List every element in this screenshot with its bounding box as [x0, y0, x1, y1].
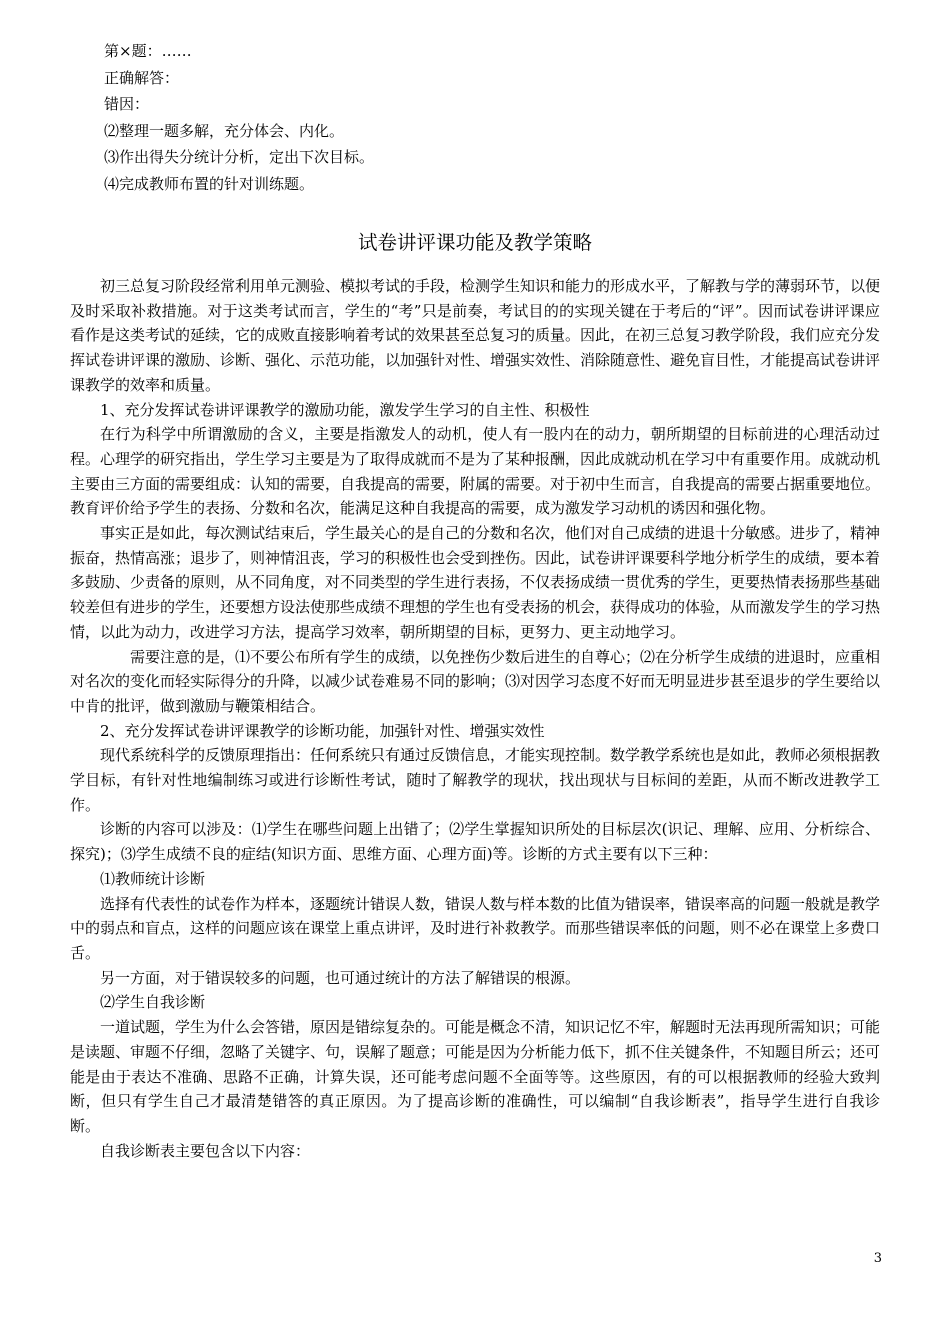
paragraph-motivation-theory: 在行为科学中所谓激励的含义，主要是指激发人的动机，使人有一股内在的动力，朝所期望的目标前进的心理活动过程。心理学的研究指出，学生学习主要是为了取得成就而不是为了某种报酬，因此成就动机在学习中有重要作用。成就动机主要由三方面的需要组成：认知的需要，自我提高的需要，附属的需要。对于初中生而言，自我提高的需要占据重要地位。教育评价给予学生的表扬、分数和名次，能满足这种自我提高的需要，成为激发学习动机的诱因和强化物。: [70, 425, 881, 518]
worksheet-items: [70, 38, 880, 197]
paragraph-intro: 初三总复习阶段经常利用单元测验、模拟考试的手段，检测学生知识和能力的形成水平，了解教与学的薄弱环节，以便及时采取补救措施。对于这类考试而言，学生的“考”只是前奏，考试目的的实现关键在于考后的“评”。因而试卷讲评课应看作是这类考试的延续，它的成败直接影响着考试的效果甚至总复习的质量。因此，在初三总复习教学阶段，我们应充分发挥试卷讲评课的激励、诊断、强化、示范功能，以加强针对性、增强实效性、消除随意性、避免盲目性，才能提高试卷讲评课教学的效率和质量。: [70, 277, 881, 394]
paragraph-motivation-notes: 需要注意的是，⑴不要公布所有学生的成绩，以免挫伤少数后进生的自尊心；⑵在分析学生成绩的进退时，应重相对名次的变化而轻实际得分的升降，以减少试卷难易不同的影响；⑶对因学习态度不好而无明显进步甚至退步的学生要给以中肯的批评，做到激励与鞭策相结合。: [70, 647, 881, 715]
paragraph-teacher-statistics: 选择有代表性的试卷作为样本，逐题统计错误人数，错误人数与样本数的比值为错误率，错误率高的问题一般就是教学中的弱点和盲点，这样的问题应该在课堂上重点讲评，及时进行补救教学。而那些错误率低的问题，则不必在课堂上多费口舌。: [70, 894, 881, 962]
section-heading-diagnosis: 2、充分发挥试卷讲评课教学的诊断功能，加强针对性、增强实效性: [100, 721, 545, 740]
worksheet-line-multi-solution: ⑵整理一题多解，充分体会、内化。: [104, 121, 345, 140]
paragraph-self-diagnosis-table: 自我诊断表主要包含以下内容：: [100, 1141, 311, 1160]
paragraph-self-diagnosis: 一道试题，学生为什么会答错，原因是错综复杂的。可能是概念不清，知识记忆不牢，解题时无法再现所需知识；可能是读题、审题不仔细，忽略了关键字、句，误解了题意；可能是因为分析能力低下，抓不住关键条件，不知题目所云；还可能是由于表达不准确、思路不正确，计算失误，还可能考虑问题不全面等等。这些原因，有的可以根据教师的经验大致判断，但只有学生自己才最清楚错答的真正原因。为了提高诊断的准确性，可以编制“自我诊断表”，指导学生进行自我诊断。: [70, 1018, 881, 1135]
paragraph-motivation-practice: 事实正是如此，每次测试结束后，学生最关心的是自己的分数和名次，他们对自己成绩的进退十分敏感。进步了，精神振奋，热情高涨；退步了，则神情沮丧，学习的积极性也会受到挫伤。因此，试卷讲评课要科学地分析学生的成绩，要本着多鼓励、少责备的原则，从不同角度，对不同类型的学生进行表扬，不仅表扬成绩一贯优秀的学生，更要热情表扬那些基础较差但有进步的学生，还要想方设法使那些成绩不理想的学生也有受表扬的机会，获得成功的体验，从而激发学生的学习热情，以此为动力，改进学习方法，提高学习效率，朝所期望的目标，更努力、更主动地学习。: [70, 524, 881, 641]
worksheet-line-statistics: ⑶作出得失分统计分析，定出下次目标。: [104, 148, 375, 166]
article-body: [70, 274, 880, 1163]
worksheet-line-answer: 正确解答：: [104, 68, 180, 87]
paragraph-feedback-principle: 现代系统科学的反馈原理指出：任何系统只有通过反馈信息，才能实现控制。数学教学系统也是如此，教师必须根据教学目标，有针对性地编制练习或进行诊断性考试，随时了解教学的现状，找出现状与目标间的差距，从而不断改进教学工作。: [70, 746, 881, 814]
worksheet-line-training: ⑷完成教师布置的针对训练题。: [104, 174, 315, 193]
subheading-teacher-statistics: ⑴教师统计诊断: [100, 869, 206, 888]
paragraph-error-source: 另一方面，对于错误较多的问题，也可通过统计的方法了解错误的根源。: [100, 968, 581, 987]
worksheet-line-question: 第×题：……: [104, 42, 192, 60]
worksheet-line-error-cause: 错因：: [104, 95, 150, 113]
article-title: 试卷讲评课功能及教学策略: [357, 231, 592, 254]
page-number: 3: [873, 1251, 882, 1266]
subheading-self-diagnosis: ⑵学生自我诊断: [100, 993, 206, 1012]
paragraph-diagnosis-content: 诊断的内容可以涉及：⑴学生在哪些问题上出错了；⑵学生掌握知识所处的目标层次(识记、理解、应用、分析综合、探究)；⑶学生成绩不良的症结(知识方面、思维方面、心理方面)等。诊断的方式主要有以下三种：: [70, 820, 880, 864]
section-heading-motivation: 1、充分发挥试卷讲评课教学的激励功能，激发学生学习的自主性、积极性: [100, 400, 590, 419]
